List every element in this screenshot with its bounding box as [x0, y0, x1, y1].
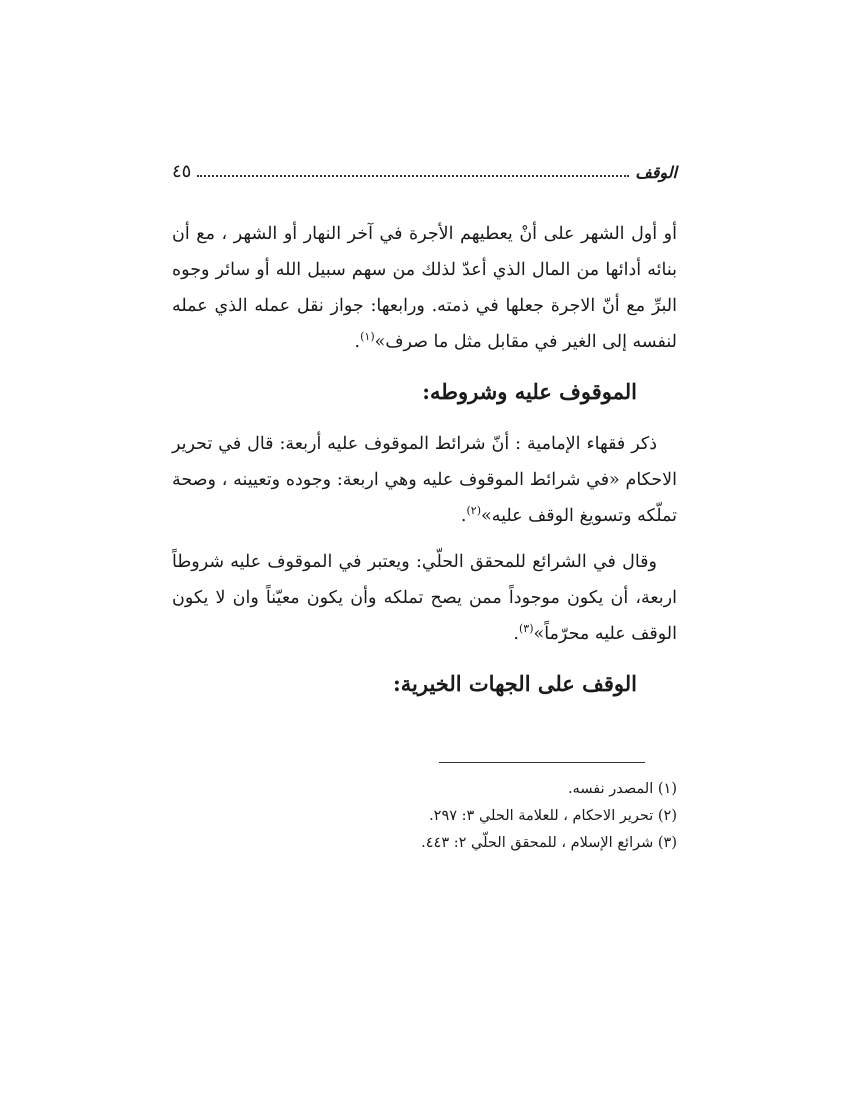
page-number: ٤٥: [172, 161, 192, 182]
footnote-3: (٣) شرائع الإسلام ، للمحقق الحلّي ٢: ٤٤٣.: [421, 835, 677, 851]
footnote-1: (١) المصدر نفسه.: [567, 781, 677, 797]
paragraph-2-period: .: [460, 506, 467, 526]
footnote-2: (٢) تحرير الاحكام ، للعلامة الحلي ٣: ٢٩٧.: [429, 808, 677, 824]
paragraph-2-text: ذكر فقهاء الإمامية : أنّ شرائط الموقوف عليه أربعة: قال في تحرير الاحكام «في شرائط الموقوف عليه وهي اربعة: وجوده وتعيينه ، وصحة تملّكه وتسويغ الوقف عليه»: [172, 434, 677, 526]
footnotes: [172, 776, 677, 857]
footnote-ref-1: (١): [360, 330, 375, 344]
paragraph-3-text: وقال في الشرائع للمحقق الحلّي: ويعتبر في الموقوف عليه شروطاً اربعة، أن يكون موجوداً ممن يصح تملكه وأن يكون معيّناً وان لا يكون الوقف عليه محرّماً»: [172, 552, 677, 644]
page-body: [172, 216, 677, 718]
running-head: [172, 156, 677, 182]
dotted-leader: [197, 175, 629, 177]
footnote-ref-3: (٣): [519, 622, 534, 636]
running-head-title: الوقف: [635, 163, 677, 182]
paragraph-1: [172, 216, 677, 360]
paragraph-2: [172, 426, 677, 534]
paragraph-3: [172, 544, 677, 652]
footnote-rule: [439, 762, 645, 763]
paragraph-3-period: .: [513, 624, 519, 644]
section-heading-beneficiary: الموقوف عليه وشروطه:: [422, 379, 637, 404]
paragraph-1-text: أو أول الشهر على أنْ يعطيهم الأجرة في آخر النهار أو الشهر ، مع أن بنائه أدائها من المال الذي أعدّ لذلك من سهم سبيل الله أو سائر وجوه البرِّ مع أنّ الاجرة جعلها في ذمته. ورابعها: جواز نقل عمله الذي عمله لنفسه إلى الغير في مقابل مثل ما صرف»: [172, 224, 677, 352]
section-heading-charitable: الوقف على الجهات الخيرية:: [393, 671, 637, 696]
paragraph-1-period: .: [354, 332, 361, 352]
footnote-ref-2: (٢): [466, 504, 481, 518]
